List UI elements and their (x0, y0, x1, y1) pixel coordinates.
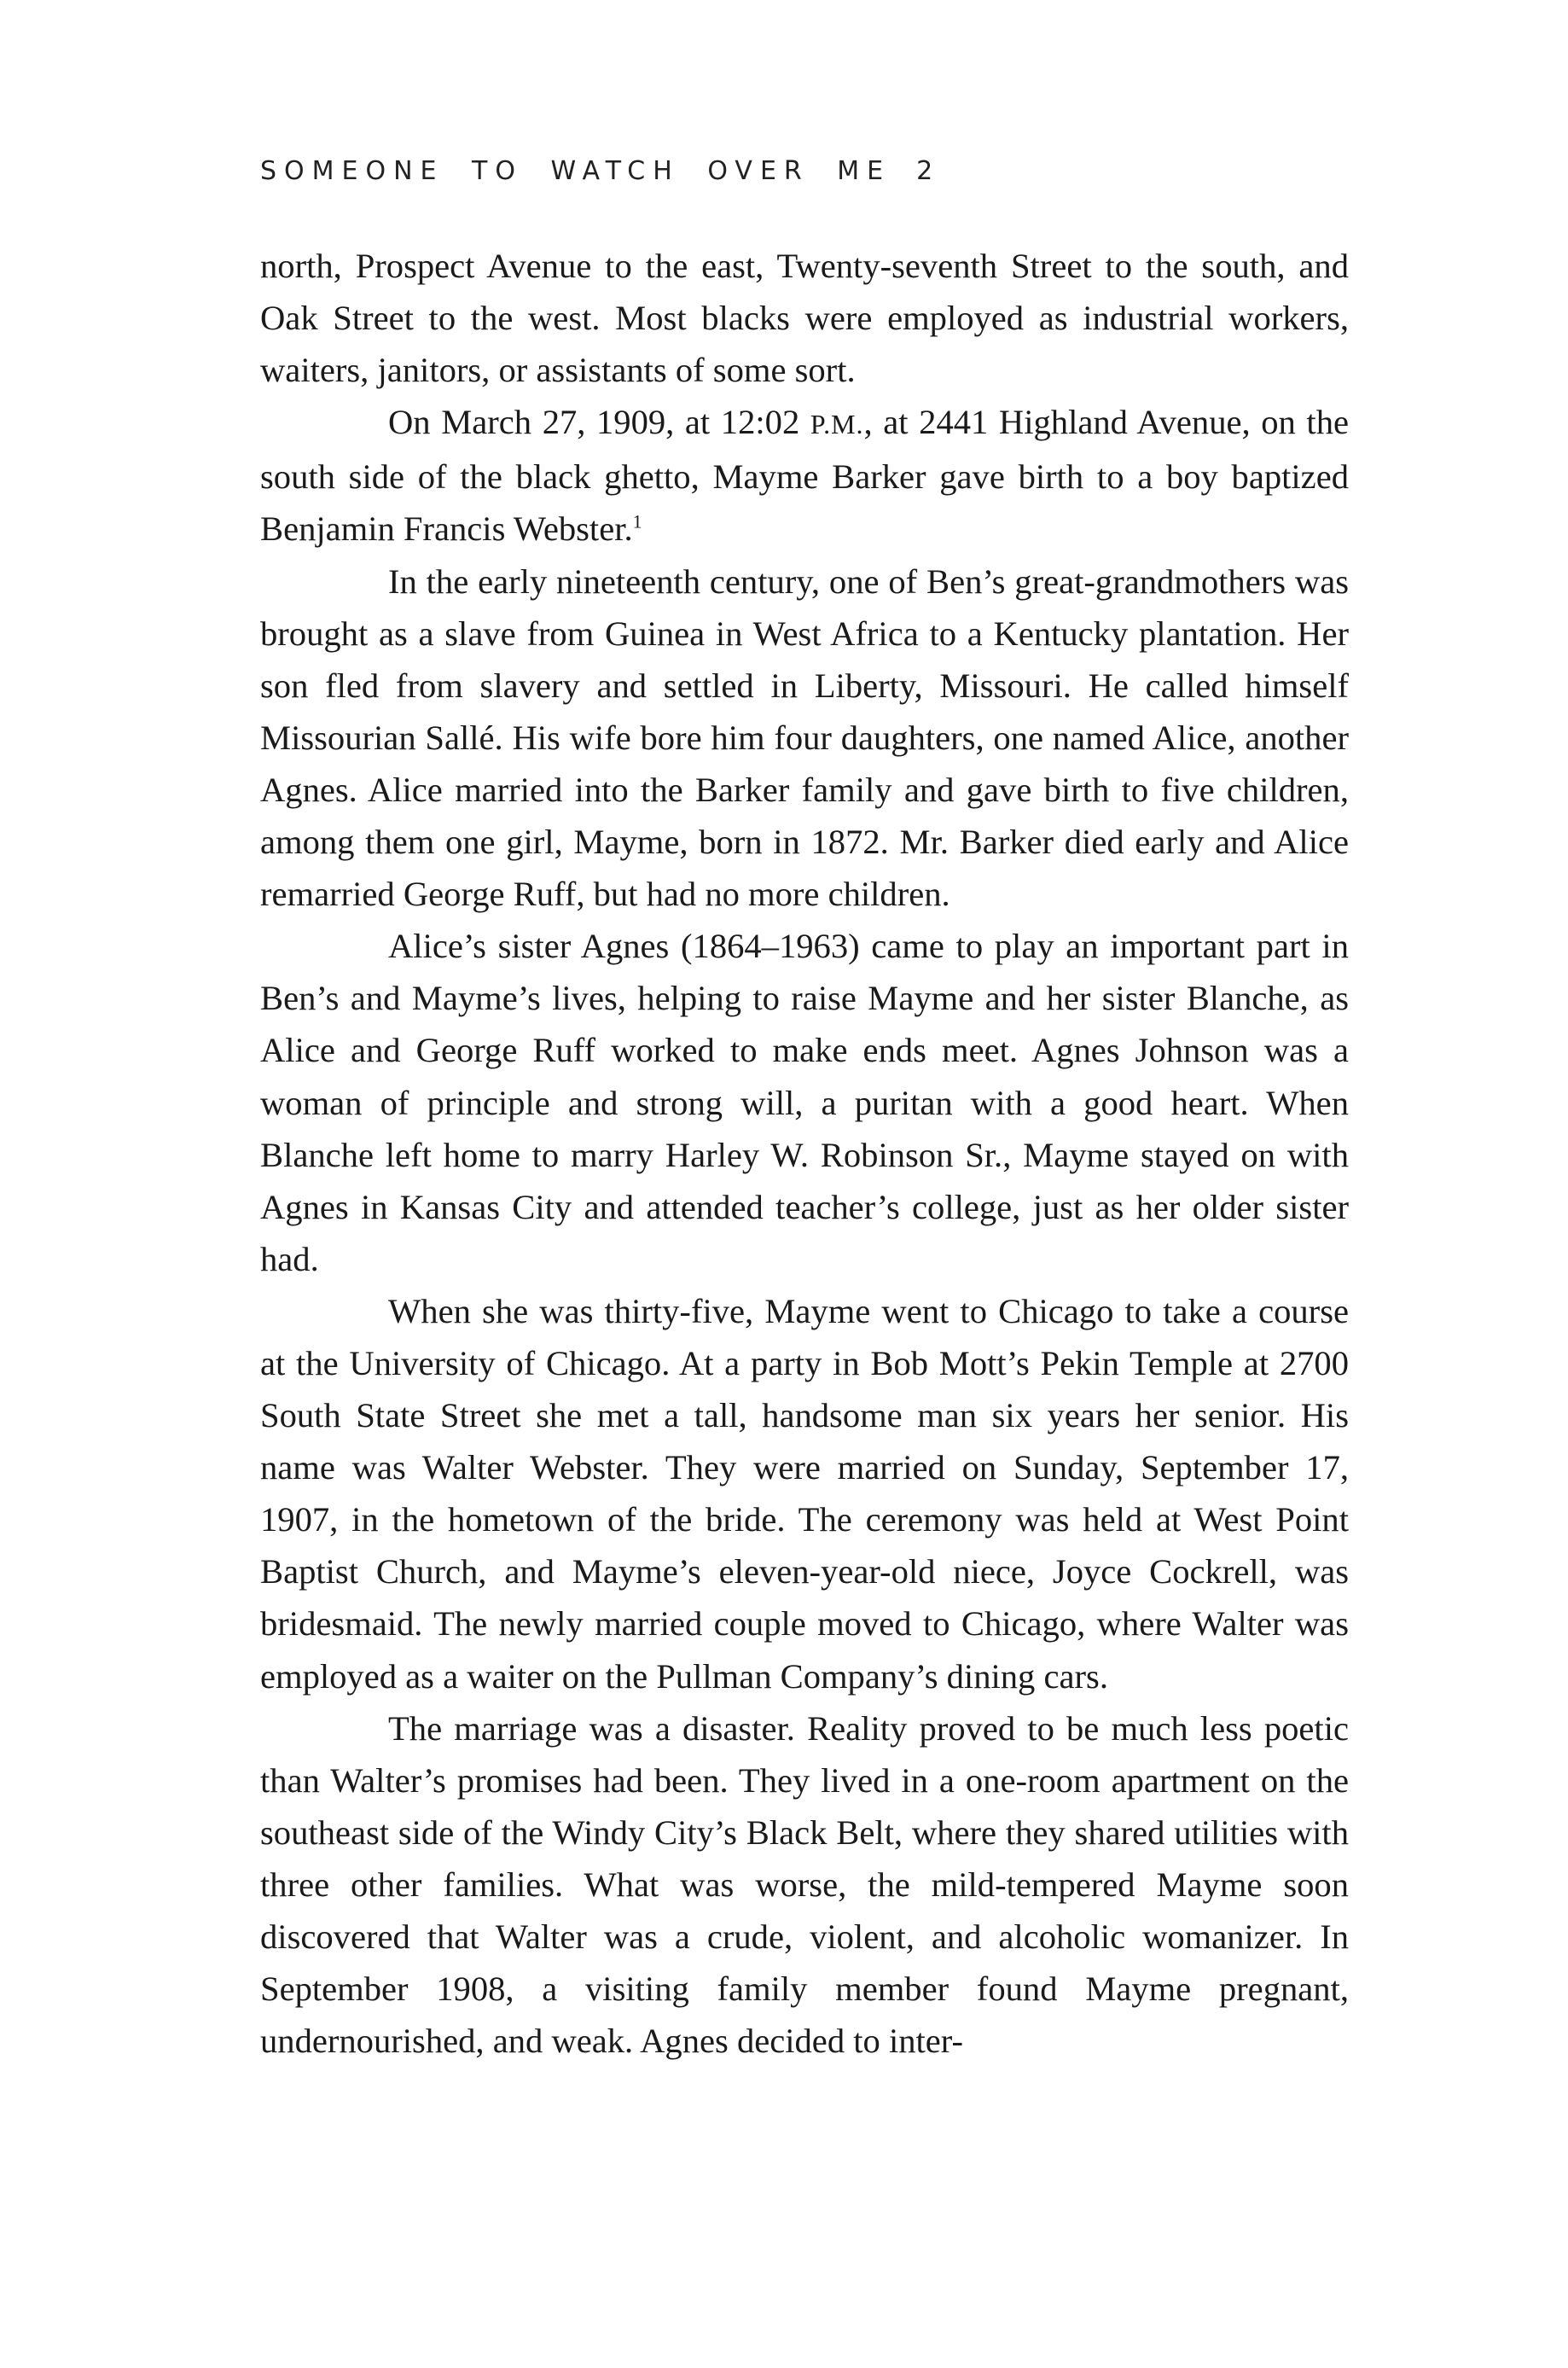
paragraph: north, Prospect Avenue to the east, Twenty-seventh Street to the south, and Oak Street to the west. Most blacks were employed as industrial workers, waiters, janitors, or assistants of some sort. (260, 247, 1349, 390)
paragraph: The marriage was a disaster. Reality proved to be much less poetic than Walter’s promises had been. They lived in a one-room apartment on the southeast side of the Windy City’s Black Belt, where they shared utilities with three other families. What was worse, the mild-tempered Mayme soon discovered that Walter was a crude, violent, and alcoholic womanizer. In September 1908, a visiting family member found Mayme pregnant, undernourished, and weak. Agnes decided to inter- (260, 1708, 1349, 2061)
running-head-title: SOMEONE TO WATCH OVER ME (260, 156, 891, 186)
running-head (260, 156, 940, 186)
paragraph-text: , at 2441 Highland Avenue, on the south side of the black ghetto, Mayme Barker gave birth to a boy baptized Benjamin Francis Webster. (260, 403, 1349, 549)
page-number: 2 (916, 156, 941, 186)
footnote-reference[interactable]: 1 (632, 510, 642, 532)
paragraph-text: On March 27, 1909, at 12:02 (388, 403, 810, 442)
paragraph: Alice’s sister Agnes (1864–1963) came to play an important part in Ben’s and Mayme’s lives, helping to raise Mayme and her sister Blanche, as Alice and George Ruff worked to make ends meet. Agnes Johnson was a woman of principle and strong will, a puritan with a good heart. When Blanche left home to marry Harley W. Robinson Sr., Mayme stayed on with Agnes in Kansas City and attended teacher’s college, just as her older sister had. (260, 927, 1349, 1278)
body-text (260, 240, 1349, 2067)
paragraph: In the early nineteenth century, one of Ben’s great-grandmothers was brought as a slave from Guinea in West Africa to a Kentucky plantation. Her son fled from slavery and settled in Liberty, Missouri. He called himself Missourian Sallé. His wife bore him four daughters, one named Alice, another Agnes. Alice married into the Barker family and gave birth to five children, among them one girl, Mayme, born in 1872. Mr. Barker died early and Alice remarried George Ruff, but had no more children. (260, 561, 1349, 914)
paragraph: When she was thirty-five, Mayme went to Chicago to take a course at the University of Chicago. At a party in Bob Mott’s Pekin Temple at 2700 South State Street she met a tall, handsome man six years her senior. His name was Walter Webster. They were married on Sunday, September 17, 1907, in the hometown of the bride. The ceremony was held at West Point Baptist Church, and Mayme’s eleven-year-old niece, Joyce Cockrell, was bridesmaid. The newly married couple moved to Chicago, where Walter was employed as a waiter on the Pullman Company’s dining cars. (260, 1291, 1349, 1696)
time-abbreviation: P.M. (810, 409, 864, 440)
paragraph (260, 396, 1349, 555)
